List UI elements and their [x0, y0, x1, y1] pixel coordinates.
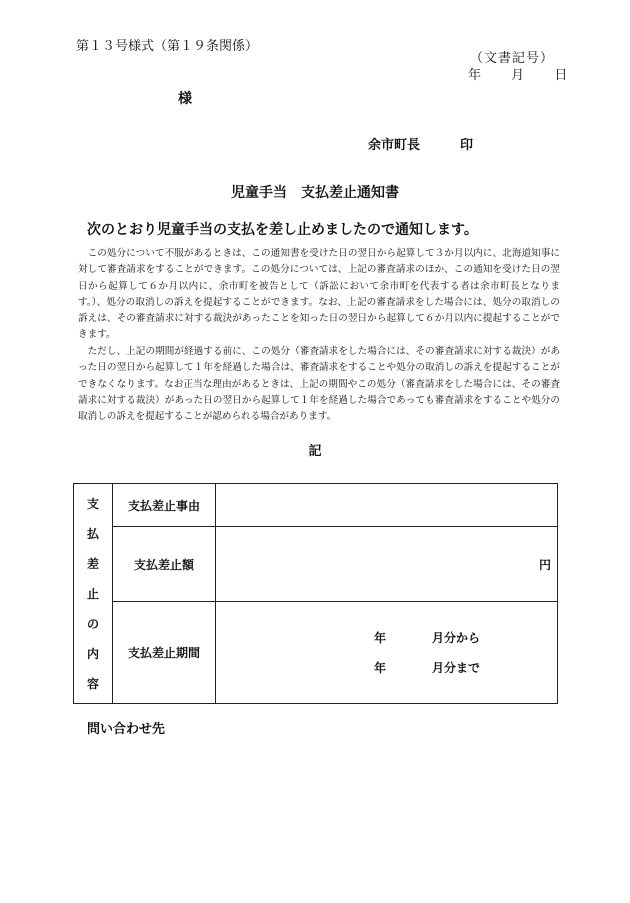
side-heading	[74, 484, 113, 704]
ki-heading: 記	[308, 444, 322, 459]
amount-label: 支払差止額	[113, 527, 216, 602]
period-label: 支払差止期間	[113, 602, 216, 704]
side-char: 支	[86, 496, 99, 511]
lead-sentence: 次のとおり児童手当の支払を差し止めましたので通知します。	[87, 222, 478, 238]
seal-mark: 印	[460, 138, 474, 153]
date-day: 日	[554, 68, 568, 83]
contact-label: 問い合わせ先	[87, 722, 166, 737]
appeal-paragraph-1: この処分について不服があるときは、この通知書を受けた日の翌日から起算して３か月以内に、北海道知事に対して審査請求をすることができます。この処分については、上記の審査請求のほか、この通知を受けた日の翌日から起算して６か月以内に、余市町を被告として（訴訟において余市町を代表する者は余市町長となります。）、処分の取消しの訴えを提起することができます。なお、上記の審査請求をした場合には、処分の取消しの訴えは、その審査請求に対する裁決があったことを知った日の翌日から起算して６か月以内に提起することができます。	[78, 248, 560, 341]
issue-date	[468, 64, 567, 83]
side-char: 容	[86, 676, 99, 691]
suspension-detail-table	[73, 483, 558, 704]
period-from-month: 月分から	[432, 630, 481, 645]
appeal-paragraph-2: ただし、上記の期間が経過する前に、この処分（審査請求をした場合には、その審査請求に対する裁決）があった日の翌日から起算して１年を経過した場合は、審査請求をすることや処分の取消しの訴えを提起することができなくなります。なお正当な理由があるときは、上記の期間やこの処分（審査請求をした場合には、その審査請求に対する裁決）があった日の翌日から起算して１年を経過した場合であっても審査請求をすることや処分の取消しの訴えを提起することが認められる場合があります。	[78, 346, 560, 423]
period-to	[216, 653, 557, 683]
period-value	[216, 602, 558, 704]
period-to-month: 月分まで	[432, 660, 481, 675]
addressee-honorific: 様	[178, 91, 192, 107]
period-to-year: 年	[374, 660, 387, 675]
side-char: 払	[86, 526, 99, 541]
date-year: 年	[468, 68, 482, 83]
period-from	[216, 623, 557, 653]
side-char: 止	[86, 586, 99, 601]
side-char: 差	[86, 556, 99, 571]
period-from-year: 年	[374, 630, 387, 645]
document-title: 児童手当 支払差止通知書	[231, 185, 399, 201]
amount-value	[216, 527, 558, 602]
side-char: の	[86, 616, 99, 631]
issuer-mayor: 余市町長	[368, 138, 421, 153]
yen-unit: 円	[538, 557, 551, 572]
reason-label: 支払差止事由	[113, 484, 216, 527]
reason-value	[216, 484, 558, 527]
date-month: 月	[511, 68, 525, 83]
form-number: 第１３号様式（第１９条関係）	[76, 39, 259, 54]
side-char: 内	[86, 646, 99, 661]
document-number: （文書記号）	[470, 51, 555, 66]
